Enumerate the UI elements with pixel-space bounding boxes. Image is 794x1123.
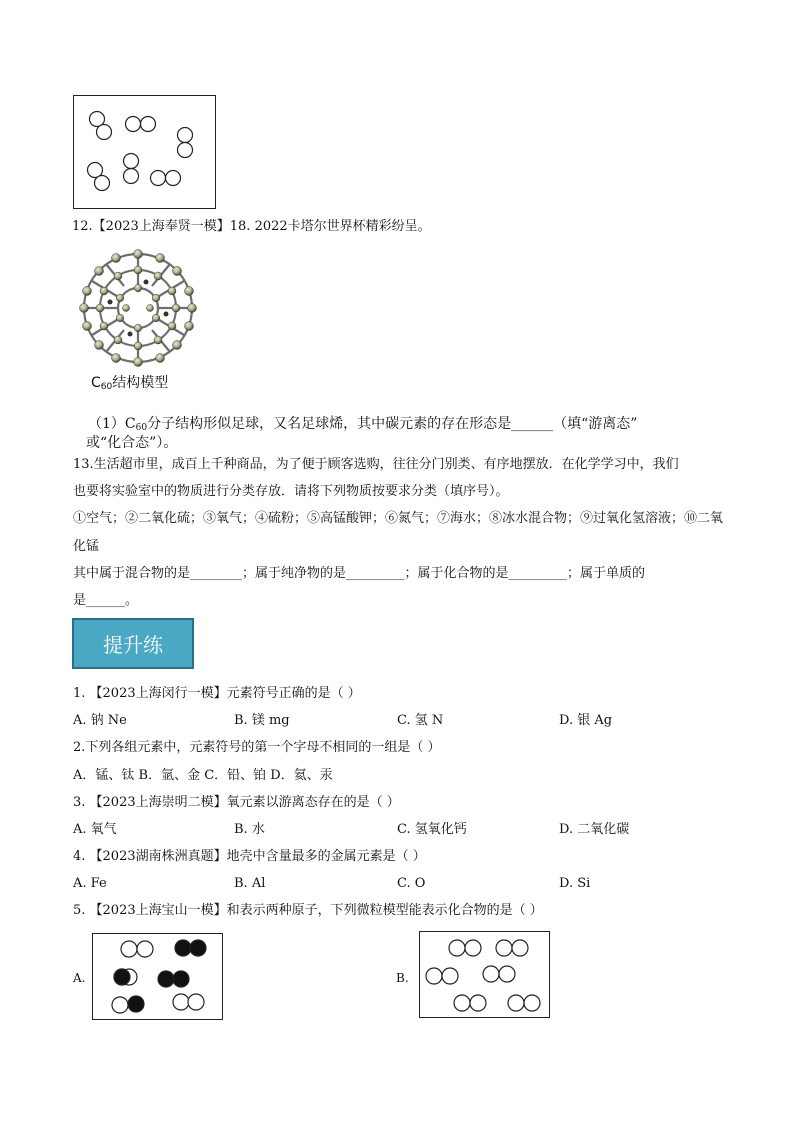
particle-model-a [93, 934, 224, 1021]
q4-option-c: C. O [397, 876, 426, 891]
section-banner: 提升练 [72, 618, 194, 669]
q12-part1: $(1)C_{60}$分子结构形似足球，又名足球烯，其中碳元素的存在形态是______（填“游离态” [88, 416, 638, 433]
q13-substances-cont: 化锰 [73, 539, 100, 554]
q4-stem: 4. 【2023湖南株洲真题】地壳中含量最多的金属元素是（ ） [73, 849, 426, 864]
q12-part1-line2: 或“化合态”）。 [86, 435, 178, 451]
q1-stem: 1. 【2023上海闵行一模】元素符号正确的是（ ） [73, 686, 361, 701]
particle-model-b [420, 932, 551, 1019]
q13-line2: 也要将实验室中的物质进行分类存放．请将下列物质按要求分类（填序号）。 [73, 484, 509, 499]
q13-blanks-cont: 是______。 [73, 593, 139, 608]
q4-option-d: D. Si [559, 876, 591, 891]
q5-option-a-label: A. [73, 971, 86, 985]
q4-option-b: B. Al [234, 876, 266, 891]
q2-stem: 2.下列各组元素中，元素符号的第一个字母不相同的一组是（ ） [73, 740, 441, 755]
q4-option-a: A. Fe [73, 876, 107, 891]
q5-option-b-model [419, 931, 550, 1018]
q5-option-b-label: B. [396, 971, 409, 985]
q3-option-c: C. 氢氧化钙 [397, 822, 467, 837]
q13-line1: 13.生活超市里，成百上千种商品，为了便于顾客选购，往往分门别类、有序地摆放．在化学学习中，我们 [73, 457, 679, 472]
particle-model-box-top [73, 95, 216, 209]
c60-fullerene-image [76, 246, 200, 370]
c60-caption: $C_{60}$结构模型 [91, 375, 169, 392]
q1-option-a: A. 钠 Ne [73, 713, 127, 728]
q3-option-d: D. 二氧化碳 [559, 822, 630, 837]
q3-option-b: B. 水 [234, 822, 265, 837]
q3-stem: 3. 【2023上海崇明二模】氧元素以游离态存在的是（ ） [73, 795, 400, 810]
q5-stem: 5. 【2023上海宝山一模】和表示两种原子，下列微粒模型能表示化合物的是（ ） [73, 903, 543, 918]
q2-options: A．锰、钛 B．氩、金 C．铅、铂 D．氦、汞 [73, 768, 333, 783]
carbon-atoms [80, 250, 197, 367]
q1-option-c: C. 氢 N [397, 713, 444, 728]
q13-blanks: 其中属于混合物的是________；属于纯净物的是_________；属于化合物的是_________；属于单质的 [73, 566, 646, 581]
q1-option-b: B. 镁 mg [234, 713, 290, 728]
particle-model-diagram [74, 96, 217, 210]
q3-option-a: A. 氧气 [73, 822, 117, 837]
q12-heading: 12.【2023上海奉贤一模】18. 2022卡塔尔世界杯精彩纷呈。 [72, 219, 431, 234]
q5-option-a-model [92, 933, 223, 1020]
q13-substances: ①空气；②二氧化硫；③氧气；④硫粉；⑤高锰酸钾；⑥氮气；⑦海水；⑧冰水混合物；⑨过氧化氢溶液；⑩二氧 [73, 511, 724, 526]
q1-option-d: D. 银 Ag [559, 713, 613, 728]
